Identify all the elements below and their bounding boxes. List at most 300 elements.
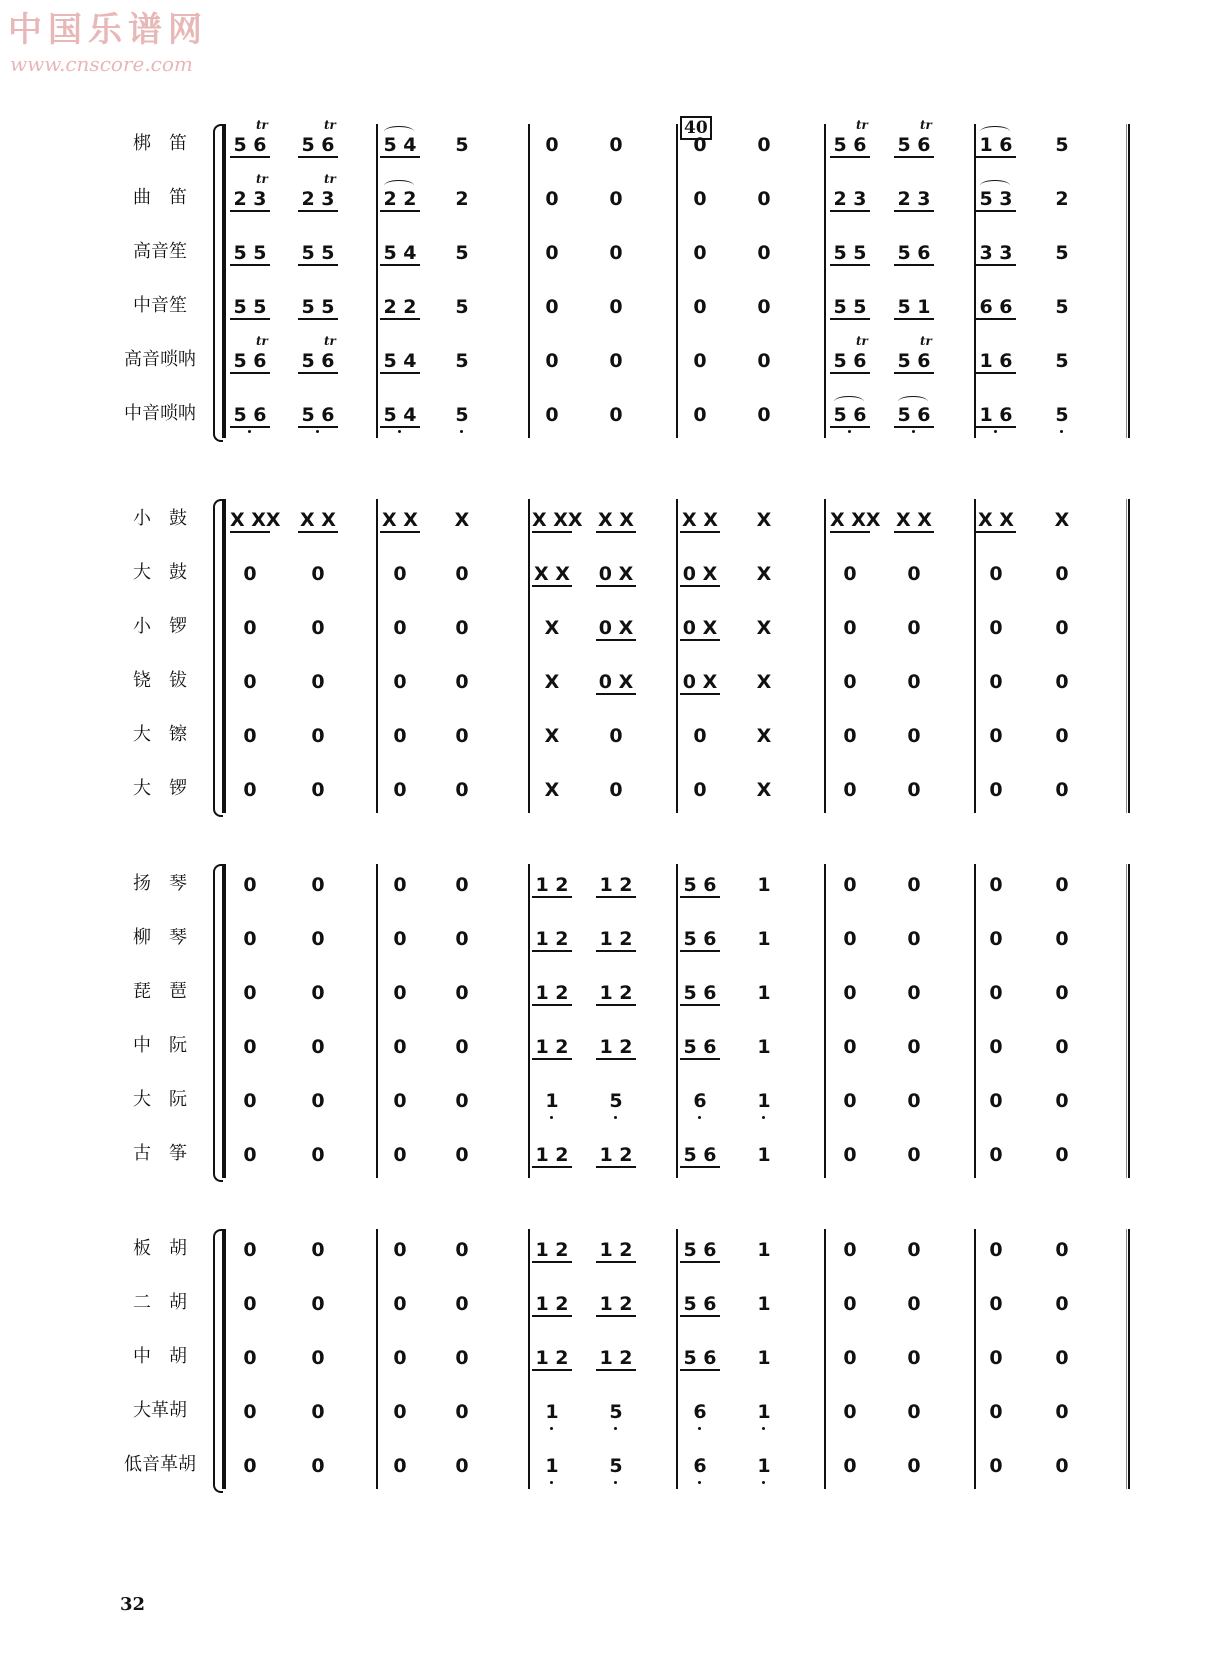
note-beat: 0 X [596, 617, 636, 641]
note-beat: 0 [989, 563, 1003, 585]
note-beat: 0 [843, 779, 857, 801]
note-beat: 0 [455, 1455, 469, 1477]
trill-mark: tr [324, 334, 336, 348]
slur-mark [384, 180, 414, 191]
note-beat: 0 [843, 1090, 857, 1112]
note-beat: 5 [455, 242, 469, 264]
note-beat: 5 6 [830, 404, 870, 428]
instrument-name: 小 鼓 [133, 508, 187, 529]
note-beat: 1 [757, 982, 771, 1004]
note-beat: X X [380, 509, 420, 533]
instrument-name: 曲 笛 [133, 187, 187, 208]
note-beat: X [756, 671, 772, 693]
octave-dot [848, 430, 851, 433]
note-beat: X [1054, 509, 1070, 531]
rehearsal-mark: 40 [680, 116, 712, 140]
instrument-name: 中音笙 [133, 295, 187, 316]
note-beat: 1 [757, 1090, 771, 1112]
system-percussion [0, 499, 1216, 813]
note-beat: 5 6 [680, 1036, 720, 1060]
note-beat: X X [596, 509, 636, 533]
note-beat: 0 [989, 1036, 1003, 1058]
note-beat: 0 [907, 1036, 921, 1058]
note-beat: 2 2 [380, 296, 420, 320]
octave-dot [762, 1427, 765, 1430]
note-beat: 0 [757, 404, 771, 426]
note-beat: 0 [843, 1036, 857, 1058]
note-beat: 0 [243, 874, 257, 896]
note-beat: 1 2 [532, 1239, 572, 1263]
note-beat: 0 [243, 1347, 257, 1369]
trill-mark: tr [920, 334, 932, 348]
note-beat: 0 [843, 671, 857, 693]
octave-dot [550, 1481, 553, 1484]
octave-dot [614, 1116, 617, 1119]
note-beat: 0 [693, 404, 707, 426]
note-beat: X X [976, 509, 1016, 533]
note-beat: 0 [311, 1239, 325, 1261]
note-beat: 0 [609, 779, 623, 801]
note-beat: 0 [693, 296, 707, 318]
note-beat: 0 [907, 982, 921, 1004]
note-beat: 0 [609, 725, 623, 747]
barline [974, 499, 976, 813]
trill-mark: tr [324, 172, 336, 186]
note-beat: 0 [243, 1090, 257, 1112]
trill-mark: tr [856, 334, 868, 348]
note-beat: 0 [311, 563, 325, 585]
note-beat: 0 [393, 1293, 407, 1315]
note-beat: 1 2 [532, 1347, 572, 1371]
note-beat: 0 [907, 1144, 921, 1166]
system-bracket [222, 1229, 226, 1489]
note-beat: 5 6 [830, 350, 870, 374]
note-beat: 0 [311, 779, 325, 801]
note-beat: 0 [1055, 725, 1069, 747]
barline [528, 1229, 530, 1489]
instrument-name: 柳 琴 [133, 927, 187, 948]
note-beat: 0 [393, 1144, 407, 1166]
note-beat: 0 [609, 188, 623, 210]
note-beat: 2 3 [298, 188, 338, 212]
note-beat: 1 2 [532, 1036, 572, 1060]
note-beat: 1 6 [976, 404, 1016, 428]
note-beat: 0 [455, 1239, 469, 1261]
note-beat: 5 [455, 296, 469, 318]
note-beat: 5 3 [976, 188, 1016, 212]
note-beat: X XX [532, 509, 583, 531]
instrument-name: 古 筝 [133, 1143, 187, 1164]
note-beat: 0 [243, 779, 257, 801]
note-beat: 0 [243, 982, 257, 1004]
note-beat: 1 2 [596, 1239, 636, 1263]
note-beat: X [756, 509, 772, 531]
instrument-name: 板 胡 [133, 1238, 187, 1259]
barline [824, 124, 826, 438]
note-beat: 5 [1055, 350, 1069, 372]
note-beat: 0 [243, 563, 257, 585]
note-beat: 5 5 [830, 296, 870, 320]
note-beat: 1 6 [976, 350, 1016, 374]
octave-dot [698, 1116, 701, 1119]
note-beat: 0 [455, 563, 469, 585]
note-beat: X X [298, 509, 338, 533]
barline-end [1126, 499, 1127, 813]
note-beat: 0 [989, 725, 1003, 747]
note-beat: 5 6 [298, 350, 338, 374]
note-beat: 5 6 [680, 928, 720, 952]
note-beat: 0 [907, 1090, 921, 1112]
note-beat: 0 [311, 1455, 325, 1477]
note-beat: 5 6 [680, 1239, 720, 1263]
note-beat: 0 [843, 1239, 857, 1261]
instrument-name: 低音革胡 [124, 1454, 196, 1475]
note-beat: 0 [757, 188, 771, 210]
note-beat: 0 [311, 982, 325, 1004]
note-beat: 0 [455, 1347, 469, 1369]
note-beat: 0 [243, 1455, 257, 1477]
system-bracket [222, 499, 226, 813]
note-beat: X XX [830, 509, 881, 531]
note-beat: 2 2 [380, 188, 420, 212]
note-beat: 0 [907, 1293, 921, 1315]
note-beat: 1 [757, 1036, 771, 1058]
note-beat: 0 [455, 982, 469, 1004]
note-beat: 0 [1055, 1090, 1069, 1112]
barline-end [1126, 1229, 1127, 1489]
note-beat: 5 6 [894, 134, 934, 158]
note-beat: 0 [545, 242, 559, 264]
note-beat: 5 6 [680, 1293, 720, 1317]
barline [1128, 864, 1130, 1178]
note-beat: 2 [1055, 188, 1069, 210]
octave-dot [762, 1116, 765, 1119]
note-beat: 0 [843, 1401, 857, 1423]
note-beat: 5 5 [230, 242, 270, 266]
note-beat: 5 4 [380, 242, 420, 266]
note-beat: 0 [311, 1293, 325, 1315]
note-beat: X [544, 779, 560, 801]
note-beat: X [756, 617, 772, 639]
note-beat: 0 [455, 617, 469, 639]
note-beat: 1 2 [596, 1347, 636, 1371]
note-beat: 0 [609, 350, 623, 372]
barline [1128, 1229, 1130, 1489]
note-beat: 0 [243, 1036, 257, 1058]
instrument-name: 二 胡 [133, 1292, 187, 1313]
note-beat: 5 4 [380, 350, 420, 374]
note-beat: 0 [1055, 874, 1069, 896]
note-beat: 1 2 [532, 874, 572, 898]
note-beat: 0 [1055, 779, 1069, 801]
note-beat: 0 X [680, 671, 720, 695]
note-beat: 0 [989, 671, 1003, 693]
note-beat: 0 [757, 296, 771, 318]
note-beat: 0 [693, 242, 707, 264]
note-beat: 0 [843, 1455, 857, 1477]
note-beat: 0 [393, 671, 407, 693]
note-beat: 1 2 [596, 982, 636, 1006]
slur-mark [898, 396, 928, 407]
note-beat: 0 [311, 725, 325, 747]
trill-mark: tr [324, 118, 336, 132]
note-beat: 0 [1055, 1455, 1069, 1477]
barline [676, 1229, 678, 1489]
note-beat: 0 [455, 1036, 469, 1058]
note-beat: 5 5 [298, 296, 338, 320]
note-beat: 5 6 [680, 982, 720, 1006]
note-beat: 0 [311, 928, 325, 950]
note-beat: 0 [545, 404, 559, 426]
barline [376, 124, 378, 438]
barline [528, 124, 530, 438]
note-beat: 1 [757, 1347, 771, 1369]
note-beat: 0 [455, 1401, 469, 1423]
barline [676, 499, 678, 813]
note-beat: 1 2 [596, 1036, 636, 1060]
note-beat: 5 4 [380, 134, 420, 158]
note-beat: 0 [843, 1347, 857, 1369]
instrument-name: 中音唢呐 [124, 403, 196, 424]
note-beat: 0 [757, 134, 771, 156]
note-beat: 0 [393, 874, 407, 896]
note-beat: 0 [907, 725, 921, 747]
note-beat: 0 [989, 617, 1003, 639]
note-beat: 0 [311, 874, 325, 896]
note-beat: 0 [907, 1239, 921, 1261]
octave-dot [614, 1481, 617, 1484]
barline [1128, 499, 1130, 813]
note-beat: 0 [243, 1293, 257, 1315]
octave-dot [248, 430, 251, 433]
note-beat: 0 [907, 874, 921, 896]
note-beat: 0 [609, 404, 623, 426]
barline [1128, 124, 1130, 438]
note-beat: 6 [693, 1090, 707, 1112]
note-beat: 5 [609, 1401, 623, 1423]
note-beat: 5 6 [230, 350, 270, 374]
note-beat: 0 [311, 671, 325, 693]
note-beat: 0 [1055, 1036, 1069, 1058]
note-beat: 5 6 [680, 1347, 720, 1371]
note-beat: 0 [243, 1144, 257, 1166]
note-beat: 1 [757, 1401, 771, 1423]
note-beat: 0 [757, 350, 771, 372]
instrument-name: 铙 钹 [133, 670, 187, 691]
note-beat: 0 [1055, 617, 1069, 639]
note-beat: 0 [989, 1144, 1003, 1166]
barline [974, 864, 976, 1178]
note-beat: 1 2 [532, 928, 572, 952]
note-beat: 1 2 [532, 982, 572, 1006]
note-beat: 0 [693, 350, 707, 372]
note-beat: 0 [609, 242, 623, 264]
note-beat: 0 [243, 725, 257, 747]
note-beat: 0 [311, 1090, 325, 1112]
instrument-name: 大 鼓 [133, 562, 187, 583]
barline [824, 864, 826, 1178]
instrument-name: 高音笙 [133, 241, 187, 262]
note-beat: 0 [989, 1239, 1003, 1261]
note-beat: 0 [693, 779, 707, 801]
instrument-name: 小 锣 [133, 616, 187, 637]
barline [974, 124, 976, 438]
note-beat: 0 [393, 725, 407, 747]
note-beat: 1 [545, 1401, 559, 1423]
note-beat: 2 [455, 188, 469, 210]
note-beat: 5 [455, 404, 469, 426]
instrument-name: 大 阮 [133, 1089, 187, 1110]
instrument-name: 扬 琴 [133, 873, 187, 894]
watermark-url: www.cnscore.com [10, 52, 193, 76]
note-beat: 1 2 [596, 874, 636, 898]
note-beat: 0 [393, 1455, 407, 1477]
note-beat: 5 5 [298, 242, 338, 266]
note-beat: 1 [757, 928, 771, 950]
note-beat: 5 6 [680, 1144, 720, 1168]
note-beat: X X [894, 509, 934, 533]
instrument-name: 梆 笛 [133, 133, 187, 154]
system-bracket [222, 864, 226, 1178]
note-beat: 0 [455, 1090, 469, 1112]
note-beat: 5 [1055, 296, 1069, 318]
note-beat: 1 2 [596, 1144, 636, 1168]
barline-end [1126, 124, 1127, 438]
note-beat: 2 3 [894, 188, 934, 212]
octave-dot [698, 1427, 701, 1430]
slur-mark [384, 126, 414, 137]
note-beat: 0 [843, 617, 857, 639]
note-beat: 0 [843, 1293, 857, 1315]
note-beat: 0 [1055, 1401, 1069, 1423]
note-beat: 6 6 [976, 296, 1016, 320]
note-beat: 1 2 [532, 1144, 572, 1168]
trill-mark: tr [256, 334, 268, 348]
note-beat: 0 [243, 928, 257, 950]
note-beat: 0 X [680, 617, 720, 641]
note-beat: 0 [243, 1401, 257, 1423]
note-beat: 5 [455, 134, 469, 156]
note-beat: 0 [989, 1293, 1003, 1315]
octave-dot [1060, 430, 1063, 433]
page-number: 32 [120, 1594, 146, 1615]
note-beat: 5 6 [230, 404, 270, 428]
system-bowed [0, 1229, 1216, 1489]
note-beat: 0 [1055, 1347, 1069, 1369]
note-beat: 0 [243, 1239, 257, 1261]
barline-end [1126, 864, 1127, 1178]
note-beat: 0 [907, 1455, 921, 1477]
note-beat: 1 6 [976, 134, 1016, 158]
note-beat: 0 [843, 982, 857, 1004]
note-beat: 0 [989, 1401, 1003, 1423]
barline [676, 864, 678, 1178]
note-beat: X X [680, 509, 720, 533]
system-plucked [0, 864, 1216, 1178]
note-beat: 0 [393, 982, 407, 1004]
note-beat: 0 [1055, 1293, 1069, 1315]
note-beat: 0 [843, 725, 857, 747]
note-beat: 1 [757, 1239, 771, 1261]
note-beat: 0 [989, 874, 1003, 896]
note-beat: 0 [843, 928, 857, 950]
note-beat: 1 2 [596, 928, 636, 952]
note-beat: 0 [545, 296, 559, 318]
note-beat: 2 3 [230, 188, 270, 212]
octave-dot [550, 1427, 553, 1430]
note-beat: 5 6 [298, 134, 338, 158]
note-beat: 0 [843, 1144, 857, 1166]
note-beat: 5 6 [894, 404, 934, 428]
octave-dot [614, 1427, 617, 1430]
note-beat: 0 [393, 563, 407, 585]
slur-mark [834, 396, 864, 407]
note-beat: 5 [455, 350, 469, 372]
instrument-name: 中 阮 [133, 1035, 187, 1056]
note-beat: 0 [455, 1293, 469, 1315]
note-beat: 2 3 [830, 188, 870, 212]
note-beat: 1 [757, 1455, 771, 1477]
note-beat: 6 [693, 1401, 707, 1423]
note-beat: X [756, 725, 772, 747]
note-beat: 0 [455, 779, 469, 801]
note-beat: 0 [907, 671, 921, 693]
note-beat: 0 [907, 928, 921, 950]
note-beat: 0 [1055, 928, 1069, 950]
note-beat: 0 [843, 563, 857, 585]
note-beat: 0 [693, 725, 707, 747]
note-beat: 0 [907, 617, 921, 639]
slur-mark [980, 126, 1010, 137]
instrument-name: 大 镲 [133, 724, 187, 745]
note-beat: 0 [545, 350, 559, 372]
note-beat: 5 6 [830, 134, 870, 158]
instrument-name: 高音唢呐 [124, 349, 196, 370]
barline [528, 499, 530, 813]
barline [376, 1229, 378, 1489]
instrument-name: 大革胡 [133, 1400, 187, 1421]
trill-mark: tr [920, 118, 932, 132]
octave-dot [994, 430, 997, 433]
note-beat: 5 [1055, 404, 1069, 426]
note-beat: 5 [1055, 242, 1069, 264]
barline [376, 499, 378, 813]
note-beat: 5 6 [894, 242, 934, 266]
trill-mark: tr [856, 118, 868, 132]
note-beat: X [756, 563, 772, 585]
note-beat: 0 [455, 874, 469, 896]
note-beat: 0 X [680, 563, 720, 587]
note-beat: 1 [757, 1144, 771, 1166]
note-beat: 0 [311, 1347, 325, 1369]
note-beat: 0 [1055, 563, 1069, 585]
octave-dot [398, 430, 401, 433]
note-beat: 1 [757, 1293, 771, 1315]
octave-dot [762, 1481, 765, 1484]
note-beat: 0 [455, 928, 469, 950]
note-beat: 0 [455, 1144, 469, 1166]
note-beat: 0 [609, 134, 623, 156]
note-beat: 0 [455, 725, 469, 747]
barline [376, 864, 378, 1178]
note-beat: 1 2 [596, 1293, 636, 1317]
octave-dot [316, 430, 319, 433]
watermark-title: 中国乐谱网 [8, 10, 208, 50]
note-beat: 5 5 [830, 242, 870, 266]
barline [676, 124, 678, 438]
note-beat: 0 [243, 617, 257, 639]
note-beat: 5 5 [230, 296, 270, 320]
